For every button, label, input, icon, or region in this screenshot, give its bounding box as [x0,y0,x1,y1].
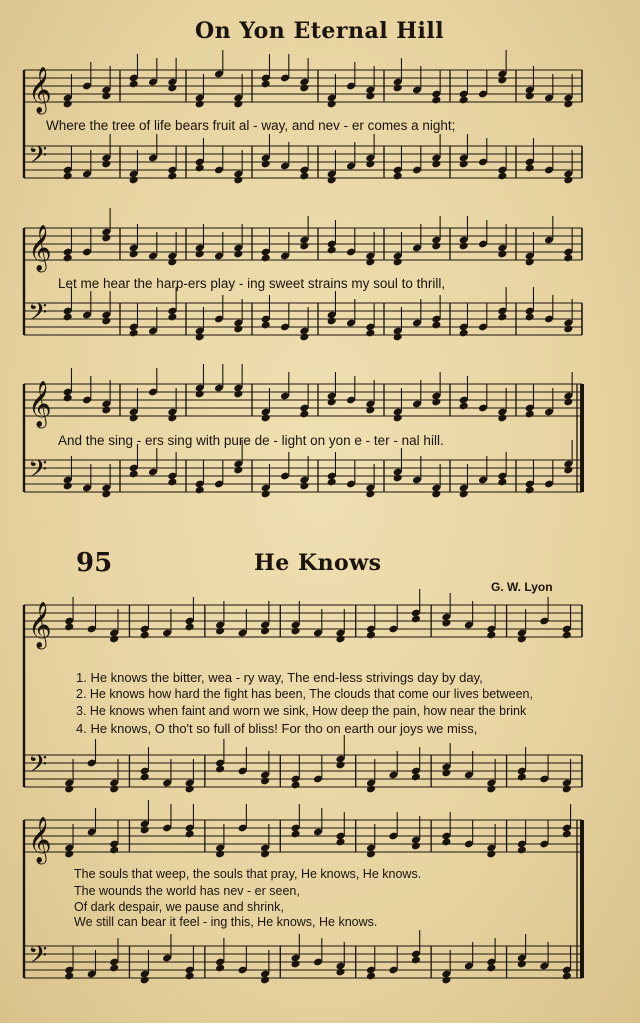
treble-note [365,406,375,415]
bass-note [366,972,376,981]
treble-note [215,627,225,636]
treble-note [366,631,376,640]
treble-note [563,398,573,407]
treble-note [109,635,119,644]
bass-note [366,785,376,794]
treble-note [431,96,441,105]
bass-note [431,321,441,330]
bass-note [215,765,225,774]
treble-note [441,838,451,847]
treble-note [365,258,375,267]
bass-clef-icon: 𝄢 [28,141,48,176]
refrain-line-3: Of dark despair, we pause and shrink, [74,900,284,914]
treble-note [260,627,270,636]
bass-note [562,972,572,981]
bass-note [563,466,573,475]
treble-note [327,100,337,109]
treble-note [562,830,572,839]
bass-note [563,176,573,185]
treble-note [525,258,535,267]
treble-note [63,254,73,263]
treble-note [563,254,573,263]
bass-note [517,960,527,969]
treble-note [129,80,139,89]
treble-note [525,92,535,101]
bass-note [261,490,271,499]
bass-note [64,785,74,794]
treble-note [261,414,271,423]
bass-note [261,321,271,330]
bass-note [195,333,205,342]
treble-clef-icon: 𝄞 [28,817,52,863]
bass-note [290,960,300,969]
bass-note [167,478,177,487]
bass-note [497,172,507,181]
bass-note [109,964,119,973]
composer-credit: G. W. Lyon [491,580,553,594]
treble-clef-icon: 𝄞 [28,225,52,271]
bass-note [129,329,139,338]
treble-note [195,390,205,399]
bass-note [299,482,309,491]
treble-note [497,250,507,259]
bass-note [393,474,403,483]
bass-note [459,490,469,499]
treble-note [63,100,73,109]
verse-1: 1. He knows the bitter, wea - ry way, The end-less strivings day by day, [76,670,483,685]
bass-note [233,176,243,185]
treble-note [486,631,496,640]
bass-note [525,164,535,173]
treble-note [441,619,451,628]
bass-note [167,172,177,181]
bass-note [140,773,150,782]
bass-note [441,769,451,778]
verse-3: 3. He knows when faint and worn we sink, How deep the pain, how near the brink [76,704,527,718]
bass-note [185,785,195,794]
bass-note [140,976,150,985]
refrain-line-4: We still can bear it feel - ing this, He knows, He knows. [74,915,378,929]
treble-note [517,635,527,644]
bass-note [260,777,270,786]
bass-clef-icon: 𝄢 [28,750,48,785]
bass-note [411,956,421,965]
bass-note [299,333,309,342]
refrain-line-1: The souls that weep, the souls that pray, He knows, He knows. [74,867,422,881]
bass-note [459,329,469,338]
treble-note [486,850,496,859]
treble-note [140,826,150,835]
treble-clef-icon: 𝄞 [28,381,52,427]
bass-note [63,313,73,322]
bass-note [63,482,73,491]
bass-note [525,313,535,322]
treble-note [365,92,375,101]
treble-note [525,410,535,419]
treble-note [299,410,309,419]
treble-note [167,414,177,423]
bass-note [261,160,271,169]
bass-note [233,466,243,475]
bass-note [327,176,337,185]
treble-note [459,96,469,105]
treble-note [393,414,403,423]
treble-note [129,414,139,423]
bass-note [195,486,205,495]
treble-note [563,100,573,109]
treble-note [260,850,270,859]
treble-note [129,250,139,259]
bass-clef-icon: 𝄢 [28,941,48,976]
treble-note [562,631,572,640]
treble-note [327,398,337,407]
treble-note [233,250,243,259]
bass-note [517,773,527,782]
treble-clef-icon: 𝄞 [28,67,52,113]
treble-note [233,100,243,109]
treble-note [195,100,205,109]
bass-note [393,333,403,342]
treble-note [261,254,271,263]
bass-note [63,172,73,181]
treble-note [233,390,243,399]
treble-note [335,838,345,847]
bass-note [195,164,205,173]
bass-note [393,172,403,181]
treble-note [366,850,376,859]
hymn-title-on-yon-eternal-hill: On Yon Eternal Hill [195,18,445,44]
treble-note [299,84,309,93]
treble-note [290,830,300,839]
treble-note [109,846,119,855]
treble-clef-icon: 𝄞 [28,602,52,648]
treble-note [393,258,403,267]
treble-note [459,242,469,251]
bass-note [562,785,572,794]
treble-note [517,846,527,855]
bass-note [497,313,507,322]
hymn-number: 95 [76,548,113,578]
bass-note [101,160,111,169]
treble-note [261,80,271,89]
refrain-line-2: The wounds the world has nev - er seen, [74,884,300,898]
bass-note [167,313,177,322]
lyric-line-2: Let me hear the harp-ers play - ing sweet strains my soul to thrill, [58,276,446,291]
treble-note [393,84,403,93]
bass-note [185,972,195,981]
treble-note [327,246,337,255]
bass-note [64,972,74,981]
verse-4: 4. He knows, O tho't so full of bliss! For tho on earth our joys we miss, [76,721,478,736]
treble-note [497,76,507,85]
bass-clef-icon: 𝄢 [28,455,48,490]
treble-note [167,258,177,267]
treble-note [497,414,507,423]
treble-note [431,398,441,407]
bass-note [563,325,573,334]
bass-note [233,325,243,334]
treble-note [195,250,205,259]
bass-note [497,478,507,487]
bass-note [365,329,375,338]
bass-note [109,785,119,794]
bass-note [486,964,496,973]
bass-note [335,968,345,977]
bass-note [431,490,441,499]
bass-note [290,781,300,790]
treble-note [185,830,195,839]
treble-note [140,631,150,640]
bass-note [525,486,535,495]
bass-note [335,761,345,770]
hymn-title-he-knows: He Knows [254,550,382,576]
bass-note [441,976,451,985]
bass-note [260,976,270,985]
bass-note [101,490,111,499]
bass-note [431,160,441,169]
lyric-line-3: And the sing - ers sing with pure de - light on yon e - ter - nal hill. [58,433,444,448]
bass-note [486,785,496,794]
treble-note [101,406,111,415]
treble-note [459,402,469,411]
bass-note [365,160,375,169]
lyric-line-1: Where the tree of life bears fruit al - way, and nev - er comes a night; [46,118,456,133]
treble-note [335,635,345,644]
treble-note [411,615,421,624]
bass-note [327,478,337,487]
treble-note [101,92,111,101]
treble-note [63,394,73,403]
treble-note [64,623,74,632]
bass-note [129,176,139,185]
treble-note [167,84,177,93]
bass-note [411,773,421,782]
bass-note [129,470,139,479]
bass-note [327,317,337,326]
bass-note [365,490,375,499]
treble-note [290,627,300,636]
bass-clef-icon: 𝄢 [28,298,48,333]
treble-note [101,234,111,243]
treble-note [299,242,309,251]
bass-note [299,172,309,181]
bass-note [459,160,469,169]
verse-2: 2. He knows how hard the fight has been, The clouds that come our lives between, [76,687,533,701]
treble-note [64,850,74,859]
bass-note [101,317,111,326]
treble-note [215,850,225,859]
treble-note [431,242,441,251]
bass-note [215,964,225,973]
treble-note [185,623,195,632]
treble-note [411,842,421,851]
